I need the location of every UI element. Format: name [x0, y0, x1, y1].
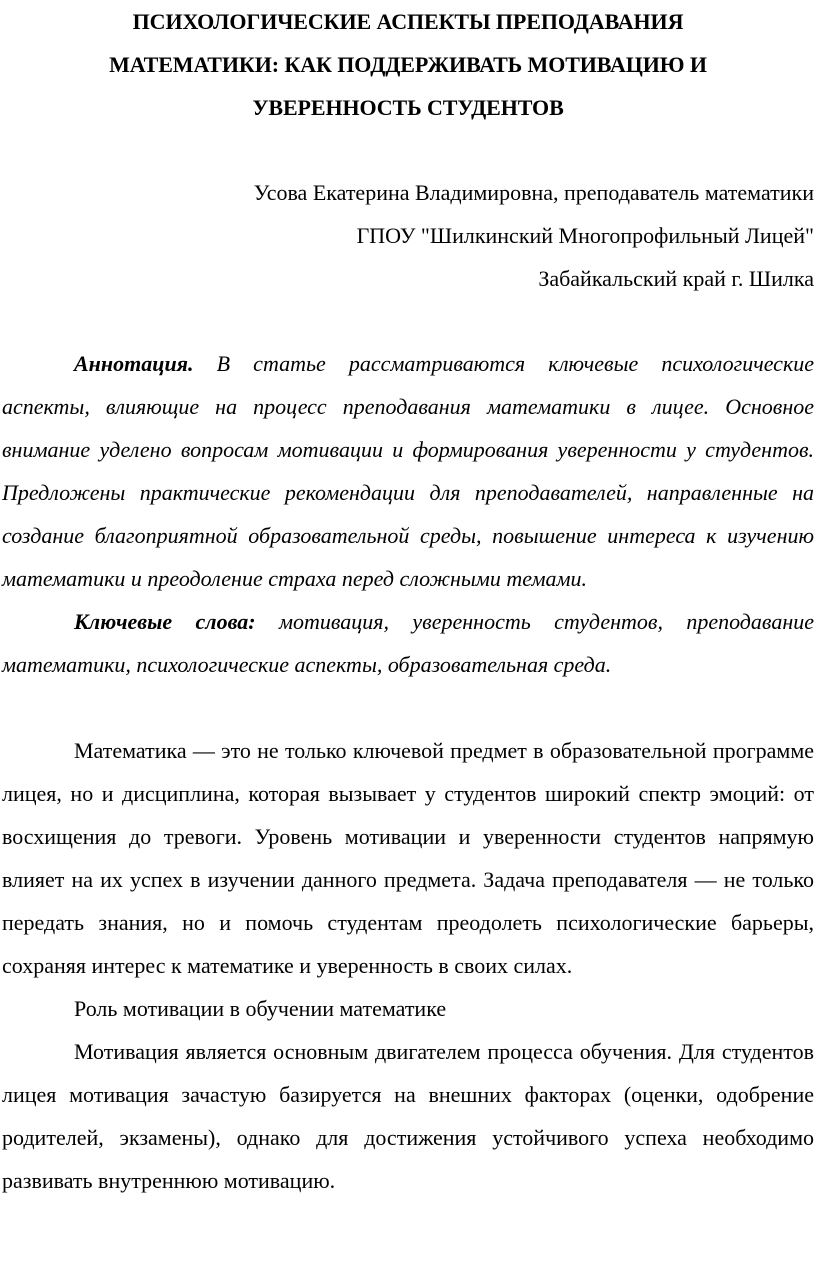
abstract-text: В статье рассматриваются ключевые психологические аспекты, влияющие на процесс преподавания математики в лицее. Основное внимание уделено вопросам мотивации и формирования уверенности у студентов. Предложены практические рекомендации для преподавателей, направленные на создание благоприятной образовательной среды, повышение интереса к изучению математики и преодоление страха перед сложными темами. [2, 351, 814, 591]
keywords [2, 600, 814, 686]
body-paragraph-1: Математика — это не только ключевой предмет в образовательной программе лицея, но и дисциплина, которая вызывает у студентов широкий спектр эмоций: от восхищения до тревоги. Уровень мотивации и уверенности студентов напрямую влияет на их успех в изучении данного предмета. Задача преподавателя — не только передать знания, но и помочь студентам преодолеть психологические барьеры, сохраняя интерес к математике и уверенность в своих силах. [2, 738, 814, 978]
abstract-label: Аннотация. [74, 351, 194, 376]
section-heading: Роль мотивации в обучении математике [74, 996, 447, 1021]
keywords-label: Ключевые слова: [74, 609, 256, 634]
document-title [2, 0, 814, 129]
author-institution: ГПОУ "Шилкинский Многопрофильный Лицей" [356, 223, 814, 248]
title-line-2: МАТЕМАТИКИ: КАК ПОДДЕРЖИВАТЬ МОТИВАЦИЮ И [109, 52, 707, 77]
abstract [2, 342, 814, 600]
title-line-1: ПСИХОЛОГИЧЕСКИЕ АСПЕКТЫ ПРЕПОДАВАНИЯ [132, 9, 684, 34]
author-name-position: Усова Екатерина Владимировна, преподаватель математики [253, 180, 814, 205]
title-line-3: УВЕРЕННОСТЬ СТУДЕНТОВ [252, 95, 564, 120]
author-block [2, 171, 814, 300]
author-location: Забайкальский край г. Шилка [538, 266, 814, 291]
body-paragraph-2: Мотивация является основным двигателем процесса обучения. Для студентов лицея мотивация зачастую базируется на внешних факторах (оценки, одобрение родителей, экзамены), однако для достижения устойчивого успеха необходимо развивать внутреннюю мотивацию. [2, 1039, 814, 1193]
keywords-text: мотивация, уверенность студентов, преподавание математики, психологические аспекты, образовательная среда. [2, 609, 815, 677]
